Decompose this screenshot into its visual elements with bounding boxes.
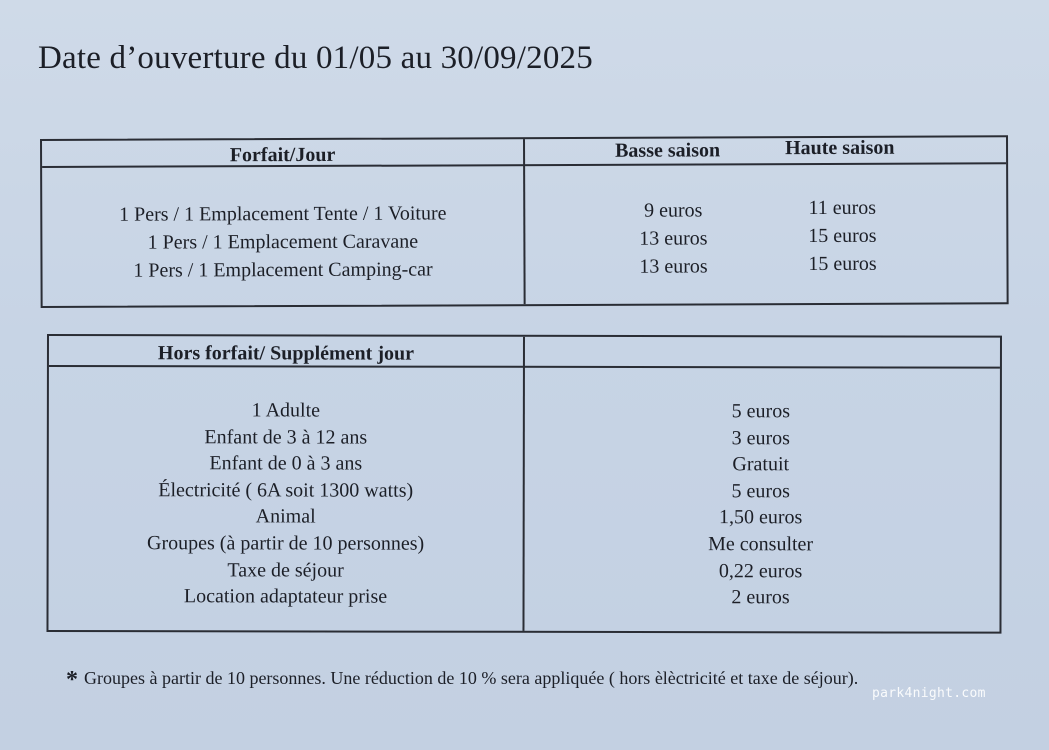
page-title: Date d’ouverture du 01/05 au 30/09/2025 [38, 40, 593, 76]
supplement-price: 5 euros [731, 479, 790, 503]
supplement-price: Me consulter [708, 533, 814, 556]
supplement-prices [671, 398, 851, 611]
footnote-text: Groupes à partir de 10 personnes. Une réduction de 10 % sera appliquée ( hors èlèctricité et taxe de séjour). [84, 668, 859, 688]
supplement-row-label: Enfant de 3 à 12 ans [204, 425, 368, 449]
footnote [66, 666, 986, 692]
package-price-table [40, 135, 1009, 308]
package-labels [42, 199, 523, 285]
supplement-row-label: Location adaptateur prise [183, 585, 388, 608]
supplement-labels [49, 397, 523, 611]
supplement-price: 0,22 euros [718, 559, 803, 582]
supplement-price: 1,50 euros [718, 506, 803, 529]
low-season-prices [613, 196, 733, 280]
supplement-row-label: Électricité ( 6A soit 1300 watts) [158, 478, 414, 502]
supplement-price-table [46, 334, 1002, 634]
supplement-row-label: Taxe de séjour [227, 558, 344, 582]
low-season-price: 9 euros [644, 199, 703, 222]
supplement-row-label: Groupes (à partir de 10 personnes) [147, 532, 425, 555]
footnote-marker: * [66, 667, 78, 693]
high-season-price: 15 euros [808, 252, 877, 276]
supplement-row-label: 1 Adulte [251, 399, 321, 422]
header-package: Forfait/Jour [229, 143, 336, 167]
package-row-label: 1 Pers / 1 Emplacement Camping-car [133, 258, 433, 282]
watermark: park4night.com [872, 686, 986, 701]
high-season-prices [782, 194, 902, 278]
supplement-price: 3 euros [731, 426, 790, 449]
high-season-price: 15 euros [808, 224, 877, 248]
low-season-price: 13 euros [639, 227, 708, 250]
low-season-price: 13 euros [639, 255, 708, 278]
supplement-price: 2 euros [731, 586, 790, 609]
supplement-row-label: Animal [255, 505, 316, 528]
supplement-price: 5 euros [731, 400, 791, 423]
supplement-price: Gratuit [732, 453, 790, 476]
supplement-row-label: Enfant de 0 à 3 ans [209, 452, 363, 475]
header-high-season: Haute saison [784, 136, 895, 160]
column-divider [522, 337, 525, 631]
package-row-label: 1 Pers / 1 Emplacement Caravane [147, 230, 419, 254]
high-season-price: 11 euros [808, 196, 877, 220]
package-row-label: 1 Pers / 1 Emplacement Tente / 1 Voiture [119, 202, 447, 226]
header-low-season: Basse saison [615, 139, 721, 162]
header-supplement: Hors forfait/ Supplément jour [157, 342, 415, 365]
